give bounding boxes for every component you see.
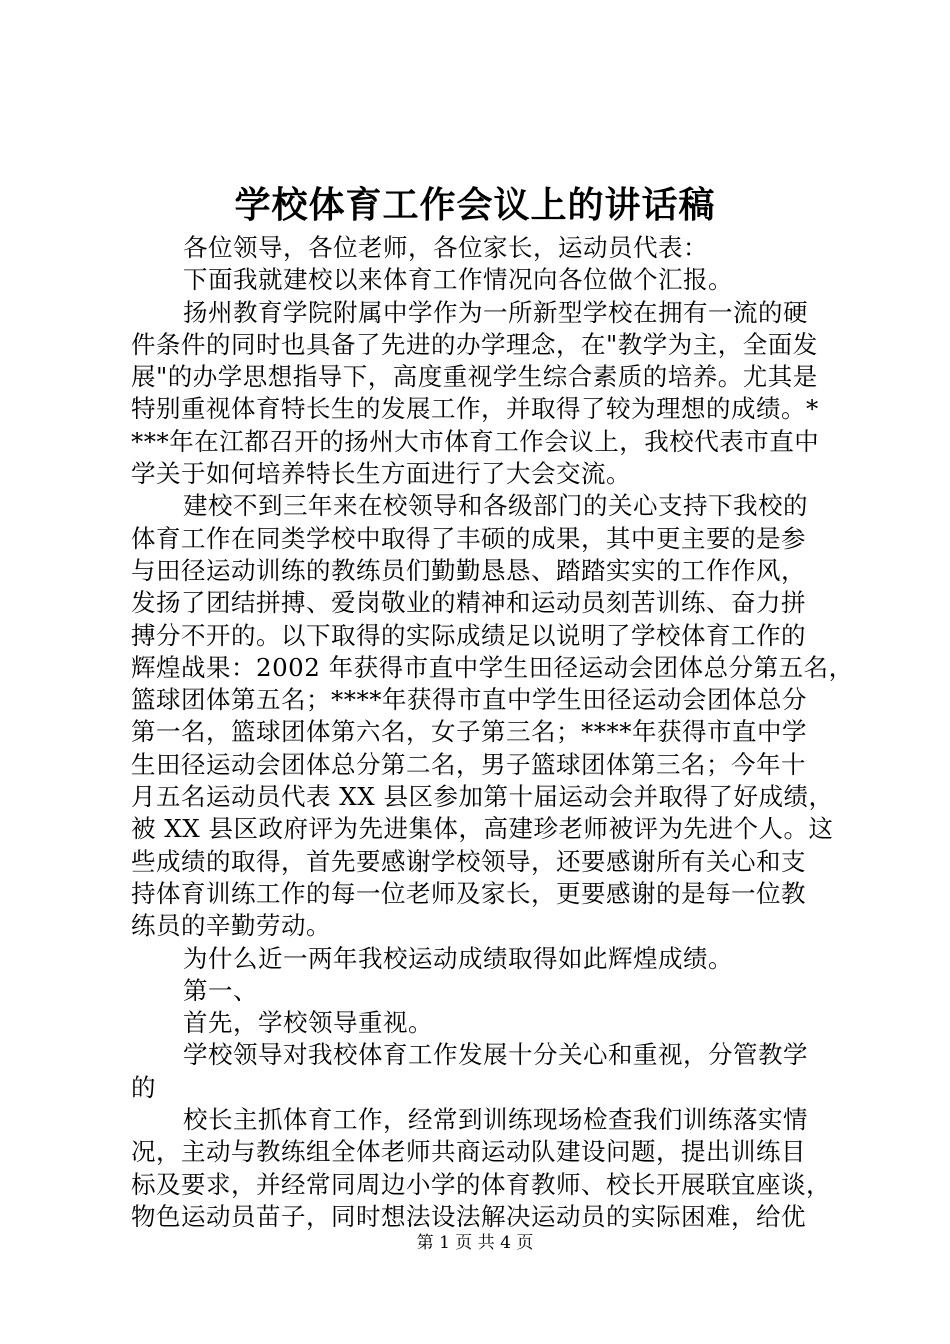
text-line: ***年在江都召开的扬州大市体育工作会议上，我校代表市直中 (131, 426, 820, 456)
page-title: 学校体育工作会议上的讲话稿 (234, 185, 716, 226)
text-line: 些成绩的取得，首先要感谢学校领导，还要感谢所有关心和支 (131, 846, 806, 876)
text-line: 篮球团体第五名；****年获得市直中学生田径运动会团体总分 (131, 685, 807, 715)
text-line: 况，主动与教练组全体老师共商运动队建设问题，提出训练目 (131, 1137, 806, 1167)
text-line: 建校不到三年来在校领导和各级部门的关心支持下我校的 (183, 491, 808, 521)
text-line: 发扬了团结拼搏、爱岗敬业的精神和运动员刻苦训练、奋力拼 (131, 588, 806, 618)
text-line: 第一、 (183, 975, 258, 1005)
text-line: 特别重视体育特长生的发展工作，并取得了较为理想的成绩。* (131, 394, 819, 424)
text-line: 首先，学校领导重视。 (183, 1008, 433, 1038)
text-line: 第一名，篮球团体第六名，女子第三名；****年获得市直中学 (131, 717, 807, 747)
text-line: 扬州教育学院附属中学作为一所新型学校在拥有一流的硬 (183, 297, 808, 327)
text-line: 校长主抓体育工作，经常到训练现场检查我们训练落实情 (183, 1105, 808, 1135)
text-line: 月五名运动员代表 XX 县区参加第十届运动会并取得了好成绩， (131, 782, 834, 812)
text-line: 被 XX 县区政府评为先进集体，高建珍老师被评为先进个人。这 (131, 814, 834, 844)
text-line: 展"的办学思想指导下，高度重视学生综合素质的培养。尤其是 (131, 362, 818, 392)
text-line: 为什么近一两年我校运动成绩取得如此辉煌成绩。 (183, 943, 733, 973)
text-line: 持体育训练工作的每一位老师及家长，更要感谢的是每一位教 (131, 878, 806, 908)
text-line: 的 (131, 1072, 156, 1102)
text-line: 件条件的同时也具备了先进的办学理念，在"教学为主，全面发 (131, 329, 818, 359)
text-line: 体育工作在同类学校中取得了丰硕的成果，其中更主要的是参 (131, 523, 806, 553)
text-line: 生田径运动会团体总分第二名，男子篮球团体第三名；今年十 (131, 749, 806, 779)
text-line: 搏分不开的。以下取得的实际成绩足以说明了学校体育工作的 (131, 620, 806, 650)
text-line: 各位领导，各位老师，各位家长，运动员代表： (183, 233, 708, 262)
text-line: 与田径运动训练的教练员们勤勤恳恳、踏踏实实的工作作风， (131, 555, 806, 585)
text-line: 辉煌战果：2002 年获得市直中学生田径运动会团体总分第五名， (131, 652, 854, 682)
text-line: 标及要求，并经常同周边小学的体育教师、校长开展联宜座谈， (131, 1169, 831, 1199)
text-line: 下面我就建校以来体育工作情况向各位做个汇报。 (183, 265, 733, 295)
text-line: 学校领导对我校体育工作发展十分关心和重视，分管教学 (183, 1040, 808, 1070)
text-line: 学关于如何培养特长生方面进行了大会交流。 (131, 459, 631, 489)
text-line: 练员的辛勤劳动。 (131, 911, 331, 941)
document-body (131, 232, 854, 1233)
page-footer: 第 1 页 共 4 页 (416, 1233, 534, 1253)
text-line: 物色运动员苗子，同时想法设法解决运动员的实际困难，给优 (131, 1201, 806, 1231)
